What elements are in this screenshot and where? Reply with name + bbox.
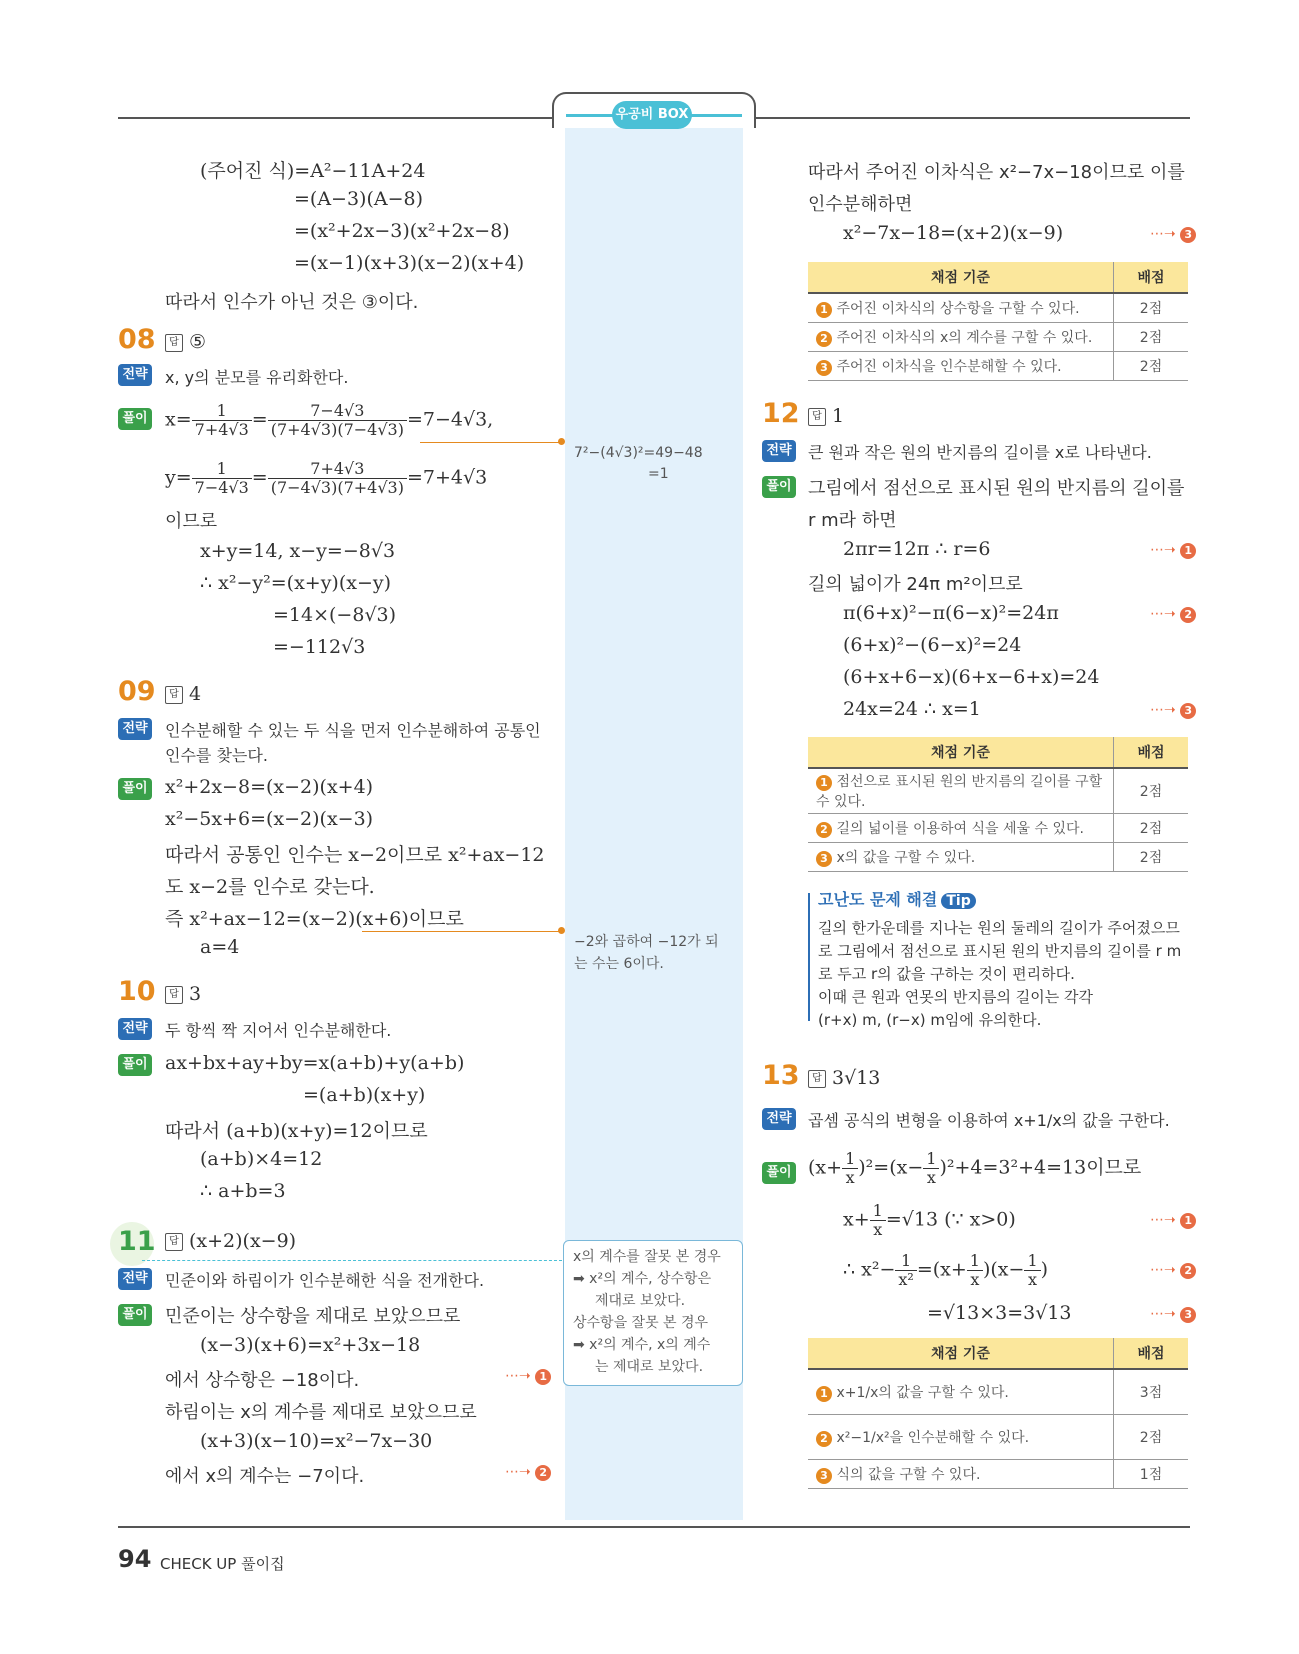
box-note-3-line4: 상수항을 잘못 본 경우 <box>573 1315 709 1331</box>
box-note-2a: −2와 곱하여 −12가 되 <box>574 934 719 950</box>
table-header: 채점 기준 <box>808 1338 1114 1369</box>
table-row: 2 x²−1/x²을 인수분해할 수 있다. 2점 <box>808 1415 1188 1460</box>
box-badge: 우공비 BOX <box>612 101 692 129</box>
q10-line1: ax+bx+ay+by=x(a+b)+y(a+b) <box>165 1052 465 1074</box>
q08-number: 08 <box>118 324 156 355</box>
page-number: 94 <box>118 1545 152 1573</box>
q09-strategy-2: 인수를 찾는다. <box>165 746 268 765</box>
table-header-score: 배점 <box>1114 737 1189 768</box>
q13-line2: x+ $\frac{1}{x}$ =√13 (∵ x>0) <box>843 1201 1016 1239</box>
q12-answer <box>808 405 844 427</box>
q13-line1: (x+ $\frac{1}{x}$ )²=(x− $\frac{1}{x}$ )²+4=3²+4=13이므로 <box>808 1149 1142 1187</box>
q07-line4: =(x−1)(x+3)(x−2)(x+4) <box>294 252 525 274</box>
tip-line2: 로 그림에서 점선으로 표시된 원의 반지름의 길이를 r m <box>818 942 1182 960</box>
criterion: 주어진 이차식의 상수항을 구할 수 있다. <box>836 301 1080 317</box>
q11-answer-value: (x+2)(x−9) <box>189 1230 297 1252</box>
q12-line3: 2πr=12π ∴ r=6 <box>843 538 991 560</box>
q08-line3: ∴ x²−y²=(x+y)(x−y) <box>200 572 392 594</box>
tip-line1: 길의 한가운데를 지나는 원의 둘레의 길이가 주어졌으므 <box>818 919 1180 937</box>
q09-line6: a=4 <box>200 936 240 958</box>
answer-icon: 답 <box>165 1233 183 1251</box>
q13-strategy-tag: 전략 <box>762 1108 796 1130</box>
q12-line7: (6+x+6−x)(6+x−6+x)=24 <box>843 666 1100 688</box>
table-row: 3 x의 값을 구할 수 있다. 2점 <box>808 843 1188 872</box>
q09-line5: 즉 x²+ax−12=(x−2)(x+6)이므로 <box>165 908 464 930</box>
q13-answer <box>808 1067 880 1089</box>
box-note-1a: 7²−(4√3)²=49−48 <box>574 445 703 461</box>
q12-step1: ⋯➝ 1 <box>1150 542 1196 559</box>
criterion: 주어진 이차식의 x의 계수를 구할 수 있다. <box>836 330 1093 346</box>
table-row: 1 점선으로 표시된 원의 반지름의 길이를 구할 수 있다. 2점 <box>808 768 1188 814</box>
points: 2점 <box>1114 814 1189 843</box>
q08-line1: 이므로 <box>165 511 218 532</box>
table-row: 1 x+1/x의 값을 구할 수 있다. 3점 <box>808 1369 1188 1415</box>
q09-strategy-1: 인수분해할 수 있는 두 식을 먼저 인수분해하여 공통인 <box>165 721 541 740</box>
bottom-rule <box>118 1526 1190 1528</box>
tip-line3: 로 두고 r의 값을 구하는 것이 편리하다. <box>818 965 1075 983</box>
q10-number: 10 <box>118 976 156 1007</box>
r-top-line3: x²−7x−18=(x+2)(x−9) <box>843 222 1064 244</box>
tip-title-text: 고난도 문제 해결 <box>818 890 938 909</box>
q13-strategy: 곱셈 공식의 변형을 이용하여 x+1/x의 값을 구한다. <box>808 1111 1170 1130</box>
q12-solution-tag: 풀이 <box>762 476 796 498</box>
q09-connector <box>362 931 562 932</box>
q10-strategy: 두 항씩 짝 지어서 인수분해한다. <box>165 1021 392 1040</box>
q08-line2: x+y=14, x−y=−8√3 <box>200 540 396 562</box>
q12-step3: ⋯➝ 3 <box>1150 702 1196 719</box>
q13-solution-tag: 풀이 <box>762 1162 796 1184</box>
points: 3점 <box>1114 1369 1189 1415</box>
answer-icon: 답 <box>808 408 826 426</box>
tip-badge: Tip <box>941 893 975 909</box>
box-note-3-line3: 제대로 보았다. <box>595 1293 686 1309</box>
q12-answer-value: 1 <box>832 405 845 427</box>
q11-solution-tag: 풀이 <box>118 1304 152 1326</box>
q11-strategy-tag: 전략 <box>118 1268 152 1290</box>
q08-eq-x: x= $\frac{1}{7+4√3}$ = $\frac{7-4√3}{(7+4√3)(7-4√3)}$ =7−4√3, <box>165 401 494 439</box>
q09-line4: 도 x−2를 인수로 갖는다. <box>165 876 375 898</box>
q09-line1: x²+2x−8=(x−2)(x+4) <box>165 776 374 798</box>
q08-answer <box>165 331 206 353</box>
q13-number: 13 <box>762 1060 800 1091</box>
q08-connector <box>420 442 562 443</box>
table-row: 1 주어진 이차식의 상수항을 구할 수 있다. 2점 <box>808 293 1188 323</box>
q07-conclusion: 따라서 인수가 아닌 것은 ③이다. <box>165 292 419 313</box>
score-table-11 <box>808 262 1188 381</box>
answer-icon: 답 <box>165 986 183 1004</box>
q11-strategy: 민준이와 하림이가 인수분해한 식을 전개한다. <box>165 1271 485 1290</box>
q08-connector-dot <box>558 438 565 445</box>
q12-strategy-tag: 전략 <box>762 440 796 462</box>
q13-line1-text: +4=3²+4=13이므로 <box>954 1156 1142 1179</box>
q10-line5: ∴ a+b=3 <box>200 1180 286 1202</box>
answer-icon: 답 <box>808 1070 826 1088</box>
q13-answer-value: 3√13 <box>832 1067 881 1089</box>
q10-line2: =(a+b)(x+y) <box>303 1084 426 1106</box>
q11-line4: 하림이는 x의 계수를 제대로 보았으므로 <box>165 1402 477 1423</box>
points: 1점 <box>1114 1460 1189 1489</box>
q12-line4: 길의 넓이가 24π m²이므로 <box>808 574 1023 595</box>
box-note-1b: =1 <box>648 466 669 482</box>
q11-line2: (x−3)(x+6)=x²+3x−18 <box>200 1334 421 1356</box>
q10-solution-tag: 풀이 <box>118 1054 152 1076</box>
q09-answer-value: 4 <box>189 683 202 705</box>
q12-line1: 그림에서 점선으로 표시된 원의 반지름의 길이를 <box>808 478 1185 499</box>
footer-title: CHECK UP 풀이집 <box>160 1555 285 1573</box>
q07-line3: =(x²+2x−3)(x²+2x−8) <box>294 220 510 242</box>
table-row: 2 주어진 이차식의 x의 계수를 구할 수 있다. 2점 <box>808 323 1188 352</box>
q09-number: 09 <box>118 676 156 707</box>
q13-line2-text: =√13 (∵ x>0) <box>885 1208 1016 1231</box>
q08-solution-tag: 풀이 <box>118 408 152 430</box>
box-note-3-line6: 는 제대로 보았다. <box>595 1359 704 1375</box>
q08-line4: =14×(−8√3) <box>273 604 397 626</box>
q12-number: 12 <box>762 398 800 429</box>
points: 2점 <box>1114 293 1189 323</box>
q12-line6: (6+x)²−(6−x)²=24 <box>843 634 1022 656</box>
q11-answer <box>165 1230 296 1252</box>
q08-line5: =−112√3 <box>273 636 366 658</box>
q10-line4: (a+b)×4=12 <box>200 1148 323 1170</box>
points: 2점 <box>1114 352 1189 381</box>
points: 2점 <box>1114 768 1189 814</box>
criterion: 주어진 이차식을 인수분해할 수 있다. <box>836 359 1062 375</box>
q07-line1: (주어진 식)=A²−11A+24 <box>200 160 426 182</box>
points: 2점 <box>1114 843 1189 872</box>
q10-answer <box>165 983 201 1005</box>
score-table-13 <box>808 1338 1188 1489</box>
points: 2점 <box>1114 1415 1189 1460</box>
q08-strategy-tag: 전략 <box>118 364 152 386</box>
q11-divider <box>142 1260 562 1261</box>
r-top-step3: ⋯➝ 3 <box>1150 226 1196 243</box>
q08-strategy: x, y의 분모를 유리화한다. <box>165 368 349 387</box>
r-top-line1: 따라서 주어진 이차식은 x²−7x−18이므로 이를 <box>808 162 1185 183</box>
table-row: 2 길의 넓이를 이용하여 식을 세울 수 있다. 2점 <box>808 814 1188 843</box>
q09-answer <box>165 683 201 705</box>
q11-step1: ⋯➝ 1 <box>505 1368 551 1385</box>
q10-strategy-tag: 전략 <box>118 1018 152 1040</box>
box-note-2b: 는 수는 6이다. <box>574 956 664 972</box>
q12-strategy: 큰 원과 작은 원의 반지름의 길이를 x로 나타낸다. <box>808 443 1152 462</box>
answer-icon: 답 <box>165 334 183 352</box>
q11-line1: 민준이는 상수항을 제대로 보았으므로 <box>165 1306 461 1327</box>
criterion: x+1/x의 값을 구할 수 있다. <box>836 1385 1009 1401</box>
q12-line5: π(6+x)²−π(6−x)²=24π <box>843 602 1059 624</box>
q09-line2: x²−5x+6=(x−2)(x−3) <box>165 808 374 830</box>
tip-line5: (r+x) m, (r−x) m임에 유의한다. <box>818 1011 1042 1029</box>
q13-line4: =√13×3=3√13 <box>927 1302 1072 1324</box>
tip-title <box>818 887 976 910</box>
q09-strategy-tag: 전략 <box>118 718 152 740</box>
table-row: 3 주어진 이차식을 인수분해할 수 있다. 2점 <box>808 352 1188 381</box>
tip-line4: 이때 큰 원과 연못의 반지름의 길이는 각각 <box>818 988 1093 1006</box>
box-note-3-line1: x의 계수를 잘못 본 경우 <box>573 1249 721 1265</box>
criterion: 길의 넓이를 이용하여 식을 세울 수 있다. <box>836 821 1084 837</box>
criterion: x²−1/x²을 인수분해할 수 있다. <box>836 1430 1030 1446</box>
box-note-3-line2: ➡ x²의 계수, 상수항은 <box>573 1271 712 1287</box>
q13-step3: ⋯➝ 3 <box>1150 1306 1196 1323</box>
q11-line3: 에서 상수항은 −18이다. <box>165 1370 360 1391</box>
q10-answer-value: 3 <box>189 983 202 1005</box>
q07-line2: =(A−3)(A−8) <box>294 188 424 210</box>
q11-number: 11 <box>118 1226 156 1257</box>
q10-line3: 따라서 (a+b)(x+y)=12이므로 <box>165 1120 428 1142</box>
q12-line2: r m라 하면 <box>808 510 897 531</box>
q13-line3: ∴ x²− $\frac{1}{\text{x²}}$ =(x+ $\frac{1}{x}$ )(x− $\frac{1}{x}$ ) <box>843 1251 1049 1289</box>
table-header: 채점 기준 <box>808 262 1114 293</box>
table-header: 채점 기준 <box>808 737 1114 768</box>
q09-solution-tag: 풀이 <box>118 778 152 800</box>
score-table-12 <box>808 737 1188 872</box>
q11-step2: ⋯➝ 2 <box>505 1464 551 1481</box>
points: 2점 <box>1114 323 1189 352</box>
criterion: 점선으로 표시된 원의 반지름의 길이를 구할 수 있다. <box>816 774 1103 810</box>
q08-eq-y: y= $\frac{1}{7-4√3}$ = $\frac{7+4√3}{(7-4√3)(7+4√3)}$ =7+4√3 <box>165 459 488 497</box>
table-header-score: 배점 <box>1114 262 1189 293</box>
q12-step2: ⋯➝ 2 <box>1150 606 1196 623</box>
q11-line5: (x+3)(x−10)=x²−7x−30 <box>200 1430 433 1452</box>
q09-connector-dot <box>558 927 565 934</box>
q12-line8: 24x=24 ∴ x=1 <box>843 698 981 720</box>
q09-line3: 따라서 공통인 인수는 x−2이므로 x²+ax−12 <box>165 844 545 866</box>
q08-answer-value: ⑤ <box>189 331 207 353</box>
table-row: 3 식의 값을 구할 수 있다. 1점 <box>808 1460 1188 1489</box>
r-top-line2: 인수분해하면 <box>808 194 913 215</box>
q13-step2: ⋯➝ 2 <box>1150 1262 1196 1279</box>
box-note-3-line5: ➡ x²의 계수, x의 계수 <box>573 1337 711 1353</box>
answer-icon: 답 <box>165 686 183 704</box>
criterion: 식의 값을 구할 수 있다. <box>836 1467 981 1483</box>
q11-line6: 에서 x의 계수는 −7이다. <box>165 1466 365 1487</box>
q13-step1: ⋯➝ 1 <box>1150 1212 1196 1229</box>
table-header-score: 배점 <box>1114 1338 1189 1369</box>
criterion: x의 값을 구할 수 있다. <box>836 850 976 866</box>
